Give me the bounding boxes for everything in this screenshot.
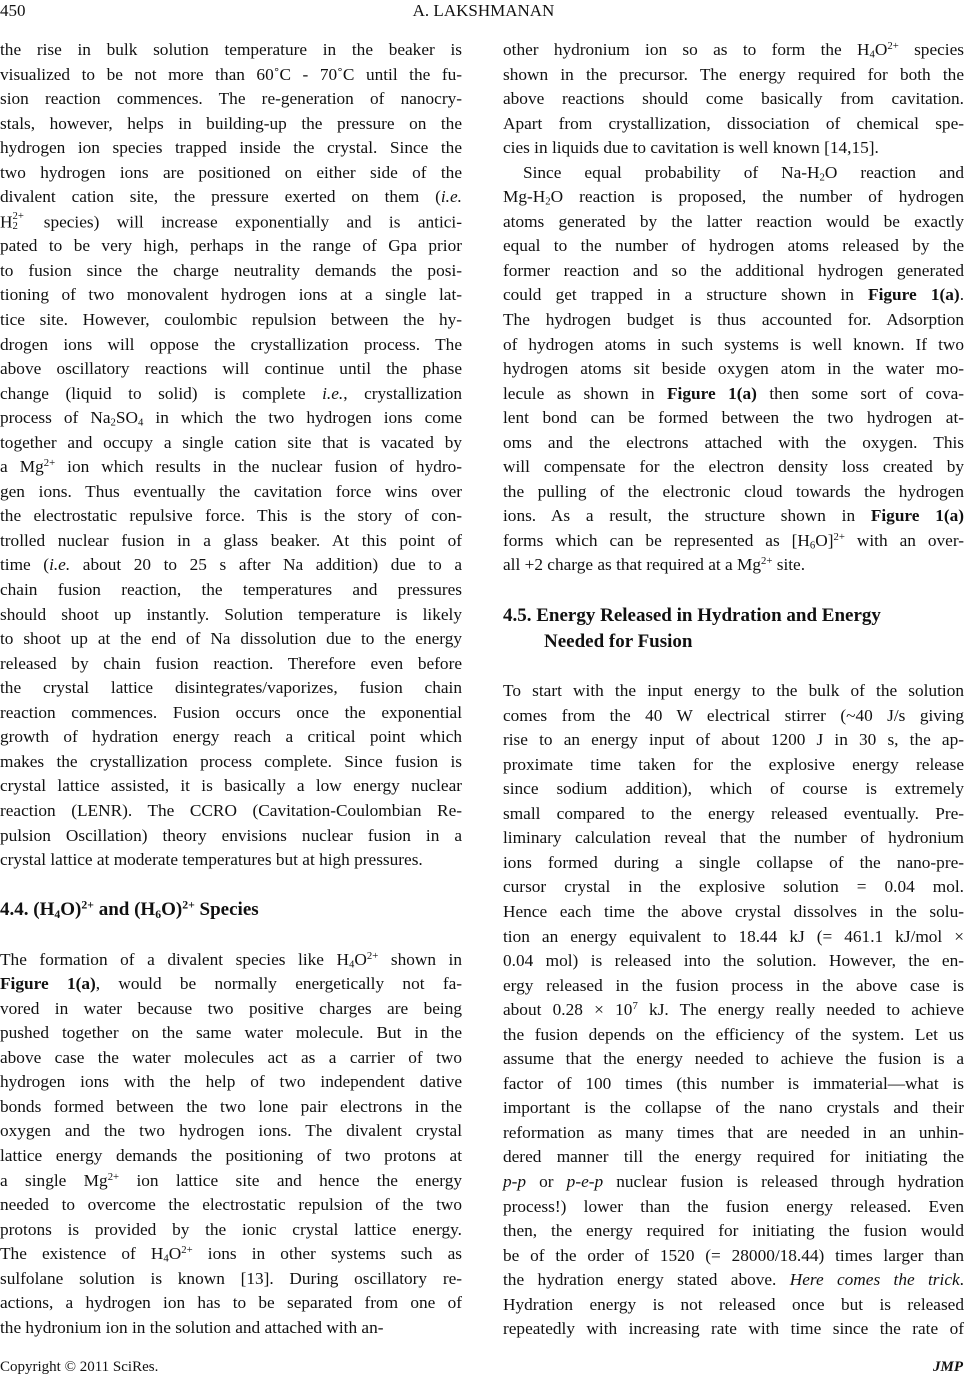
- text-line: liminary calculation reveal that the number of hydronium: [503, 828, 964, 848]
- text-line: gen ions. Thus eventually the cavitation force wins over: [0, 481, 462, 501]
- text-line: will compensate for the electron density loss created by: [503, 457, 964, 477]
- text-line: change (liquid to solid) is complete i.e., crystallization: [0, 383, 462, 403]
- text-line: forms which can be represented as $[H_6O]^{2+}$ with an over-: [503, 530, 964, 552]
- text-line: actions, a hydrogen ion has to be separated from one of: [0, 1293, 462, 1313]
- text-line: lent bond can be formed between the two hydrogen at-: [503, 408, 964, 428]
- text-line: all +2 charge as that required at a $Mg^{2+}$ site.: [503, 555, 806, 575]
- text-line: divalent cation site, the pressure exerted on them (i.e.: [0, 187, 462, 207]
- text-line: drogen ions will oppose the crystallization process. The: [0, 334, 462, 354]
- paragraph: [503, 161, 964, 578]
- text-line: ions formed during a single collapse of the nano-pre-: [503, 852, 964, 872]
- text-line: factor of 100 times (this number is immaterial—what is: [503, 1073, 964, 1093]
- text-line: trolled nuclear fusion in a glass beaker. At this point of: [0, 530, 462, 550]
- text-line: two hydrogen ions are positioned on either side of the: [0, 162, 462, 182]
- text-line: Apart from crystallization, dissociation of chemical spe-: [503, 113, 964, 133]
- text-line: H 2+ 2 species) will increase exponentially and is antici-: [0, 209, 462, 232]
- paragraph: [503, 679, 964, 1342]
- text-line: above case the water molecules act as a carrier of two: [0, 1047, 462, 1067]
- text-line: a single $Mg^{2+}$ ion lattice site and hence the energy: [0, 1170, 462, 1190]
- text-line: process!) lower than the fusion energy released. Even: [503, 1196, 964, 1216]
- text-line: above oscillatory reactions will continue until the phase: [0, 359, 462, 379]
- text-line: rise to an energy input of about 1200 J in 30 s, the ap-: [503, 730, 964, 750]
- text-line: process of $Na_2SO_4$ in which the two hydrogen ions come: [0, 408, 463, 429]
- text-line: growth of hydration energy reach a critical point which: [0, 727, 462, 747]
- text-line: bonds formed between the two lone pair electrons in the: [0, 1096, 462, 1116]
- text-line: together and occupy a single cation site that is vacated by: [0, 432, 462, 452]
- text-line: former reaction and so the additional hydrogen generated: [503, 260, 964, 280]
- right-column: [503, 38, 964, 1342]
- text-line: atoms generated by the latter reaction would be exactly: [503, 211, 964, 231]
- text-line: reformation as many times that are needed in an unhin-: [503, 1122, 964, 1142]
- text-line: needed to overcome the electrostatic repulsion of the two: [0, 1195, 462, 1215]
- text-line: cursor crystal in the explosive solution = 0.04 mol.: [503, 877, 964, 897]
- text-line: lattice energy demands the positioning of two protons at: [0, 1145, 462, 1165]
- text-line: reaction (LENR). The CCRO (Cavitation-Coulombian Re-: [0, 800, 462, 820]
- text-line: a $Mg^{2+}$ ion which results in the nuclear fusion of hydro-: [0, 457, 462, 477]
- text-line: the crystal lattice disintegrates/vaporizes, fusion chain: [0, 678, 462, 698]
- text-line: ions. As a result, the structure shown in Figure 1(a): [503, 506, 964, 526]
- text-line: sion reaction commences. The re-generation of nanocry-: [0, 89, 462, 109]
- text-line: dered manner till the energy required for initiating the: [503, 1147, 964, 1167]
- paragraph: [0, 948, 462, 1341]
- text-line: The hydrogen budget is thus accounted for. Adsorption: [503, 310, 964, 330]
- text-line: to shoot up at the end of Na dissolution due to the energy: [0, 629, 462, 649]
- text-line: chain fusion reaction, the temperatures and pressures: [0, 580, 462, 600]
- text-line: stals, however, helps in building-up the pressure on the: [0, 113, 462, 133]
- text-line: crystal lattice at moderate temperatures but at high pressures.: [0, 850, 423, 870]
- text-line: Hence each time the above crystal dissolves in the solu-: [503, 901, 964, 921]
- text-line: protons is provided by the ionic crystal lattice energy.: [0, 1219, 462, 1239]
- text-line: p-p or p-e-p nuclear fusion is released through hydration: [503, 1171, 964, 1191]
- text-line: sulfolane solution is known [13]. During oscillatory re-: [0, 1268, 462, 1288]
- text-line: crystal lattice assisted, it is basically a low energy nuclear: [0, 776, 462, 796]
- paragraph: [503, 38, 964, 161]
- running-head-author: A. LAKSHMANAN: [412, 1, 555, 20]
- text-line: assume that the energy needed to achieve the fusion is a: [503, 1049, 964, 1069]
- paragraph: [0, 38, 462, 873]
- text-line: the rise in bulk solution temperature in the beaker is: [0, 40, 462, 59]
- text-line: oms and the electrons attached with the oxygen. This: [503, 432, 964, 452]
- text-line: vored in water because two positive charges are being: [0, 998, 462, 1018]
- text-line: makes the crystallization process complete. Since fusion is: [0, 751, 462, 771]
- text-line: Figure 1(a), would be normally energetically not fa-: [0, 974, 463, 994]
- text-line: equal to the number of hydrogen atoms released by the: [503, 236, 964, 256]
- text-line: the electrostatic repulsive force. This is the story of con-: [0, 506, 462, 526]
- text-line: tice site. However, coulombic repulsion between the hy-: [0, 310, 462, 330]
- text-line: pushed together on the same water molecule. But in the: [0, 1023, 462, 1043]
- page-footer: [0, 1359, 967, 1383]
- left-column: [0, 38, 462, 1340]
- text-line: should shoot up instantly. Solution temperature is likely: [0, 604, 462, 624]
- text-line: hydrogen atoms sit beside oxygen atom in the water mo-: [503, 359, 964, 379]
- text-line: other hydronium ion so as to form the $H_4O^{2+}$ species: [503, 40, 964, 61]
- text-line: oxygen and the two hydrogen ions. The divalent crystal: [0, 1121, 462, 1141]
- text-line: repeatedly with increasing rate with time since the rate of: [503, 1319, 964, 1339]
- text-line: about $0.28 \times 10^7$ kJ. The energy really needed to achieve: [503, 1000, 965, 1020]
- page-number: 450: [0, 1, 26, 20]
- text-line: small compared to the energy released eventually. Pre-: [503, 803, 964, 823]
- text-line: $Mg-H_2O$ reaction is proposed, the number of hydrogen: [503, 187, 964, 208]
- text-line: could get trapped in a structure shown in Figure 1(a).: [503, 285, 965, 305]
- text-line: be of the order of 1520 (= 28000/18.44) times larger than: [503, 1245, 964, 1265]
- text-line: tion an energy equivalent to 18.44 kJ (= 461.1 kJ/mol ×: [503, 926, 964, 946]
- text-line: released by chain fusion reaction. Therefore even before: [0, 653, 462, 673]
- section-heading-4-4: 4.4. $(H_4O)^{2+}$ and $(H_6O)^{2+}$ Species: [0, 898, 259, 922]
- text-line: 0.04 mol) is released into the solution. However, the en-: [503, 951, 964, 971]
- page-header: [0, 0, 967, 30]
- text-line: time (i.e. about 20 to 25 s after Na addition) due to a: [0, 555, 462, 575]
- text-line: the hydronium ion in the solution and attached with an-: [0, 1317, 384, 1337]
- text-line: the fusion depends on the efficiency of the system. Let us: [503, 1024, 964, 1044]
- text-line: cies in liquids due to cavitation is well known [14,15].: [503, 138, 879, 158]
- journal-abbreviation: JMP: [933, 1359, 963, 1375]
- text-line: shown in the precursor. The energy required for both the: [503, 64, 964, 84]
- text-line: lecule as shown in Figure 1(a) then some sort of cova-: [503, 383, 965, 403]
- text-line: the pulling of the electronic cloud towards the hydrogen: [503, 481, 964, 501]
- text-line: reaction commences. Fusion occurs once the exponential: [0, 702, 462, 722]
- text-line: then, the energy required for initiating the fusion would: [503, 1221, 964, 1241]
- text-line: The formation of a divalent species like $H_4O^{2+}$ shown in: [0, 949, 462, 971]
- text-line: hydrogen ions with the help of two independent dative: [0, 1072, 462, 1092]
- text-line: hydrogen ion species trapped inside the crystal. Since the: [0, 138, 462, 158]
- text-line: To start with the input energy to the bulk of the solution: [503, 681, 964, 701]
- text-line: above reactions should come basically from cavitation.: [503, 89, 964, 109]
- text-line: Since equal probability of $Na-H_2O$ reaction and: [523, 162, 964, 184]
- text-line: since sodium addition), which of course is extremely: [503, 779, 964, 799]
- text-line: pulsion Oscillation) theory envisions nuclear fusion in a: [0, 825, 462, 845]
- text-line: tioning of two monovalent hydrogen ions at a single lat-: [0, 285, 462, 305]
- text-line: ergy released in the fusion process in the above case is: [503, 975, 964, 995]
- text-line: The existence of $H_4O^{2+}$ ions in other systems such as: [0, 1244, 462, 1265]
- section-heading-4-5: 4.5. Energy Released in Hydration and Energy Needed for Fusion: [503, 604, 881, 652]
- text-line: important is the collapse of the nano crystals and their: [503, 1098, 964, 1118]
- text-line: to fusion since the charge neutrality demands the posi-: [0, 260, 462, 280]
- text-line: proximate time taken for the explosive energy release: [503, 754, 964, 774]
- text-line: comes from the 40 W electrical stirrer (~40 J/s giving: [503, 705, 964, 725]
- text-line: visualized to be not more than 60˚C - 70˚C until the fu-: [0, 64, 462, 84]
- copyright-notice: Copyright © 2011 SciRes.: [0, 1359, 159, 1375]
- text-line: the hydration energy stated above. Here comes the trick.: [503, 1270, 964, 1290]
- text-line: of hydrogen atoms in such systems is well known. If two: [503, 334, 964, 354]
- text-line: Hydration energy is not released once but is released: [503, 1294, 964, 1314]
- text-line: pated to be very high, perhaps in the range of Gpa prior: [0, 236, 462, 256]
